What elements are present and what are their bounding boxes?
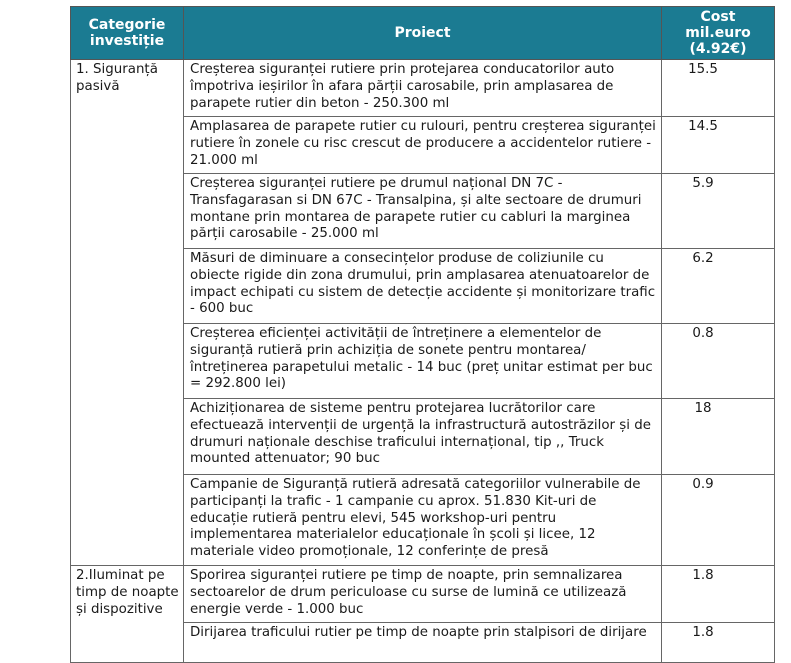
cost-cell: 18: [662, 399, 775, 475]
investment-table: [70, 6, 775, 663]
table-row: [71, 60, 775, 117]
project-cell: Dirijarea traficului rutier pe timp de noapte prin stalpisori de dirijare: [184, 623, 662, 663]
cost-cell: 0.9: [662, 475, 775, 566]
project-cell: Creșterea eficienței activității de întreținere a elementelor de siguranță rutieră prin achiziția de sonete pentru montarea/întreținerea parapetului metalic - 14 buc (preț unitar estimat per buc = 292.800 lei): [184, 324, 662, 399]
cost-cell: 6.2: [662, 249, 775, 324]
cost-cell: 1.8: [662, 623, 775, 663]
header-category: Categorie investiție: [71, 7, 184, 60]
table-row: [71, 566, 775, 623]
header-project: Proiect: [184, 7, 662, 60]
project-cell: Creșterea siguranței rutiere prin protejarea conducatorilor auto împotriva ieșirilor în afara părții carosabile, prin amplasarea de parapete rutier din beton - 250.300 ml: [184, 60, 662, 117]
cost-cell: 14.5: [662, 117, 775, 174]
table-header-row: [71, 7, 775, 60]
category-cell: 2.Iluminat pe timp de noapte și dispozitive: [71, 566, 184, 663]
category-cell: 1. Siguranță pasivă: [71, 60, 184, 566]
header-cost: Cost mil.euro (4.92€): [662, 7, 775, 60]
project-cell: Achiziționarea de sisteme pentru protejarea lucrătorilor care efectuează intervenții de urgență la infrastructură autostrăzilor și de drumuri naționale deschise traficului internațional, tip ,, Truck mounted attenuator; 90 buc: [184, 399, 662, 475]
project-cell: Creșterea siguranței rutiere pe drumul național DN 7C - Transfagarasan si DN 67C - Transalpina, și alte sectoare de drumuri montane prin montarea de parapete rutier cu cabluri la marginea părții carosabile - 25.000 ml: [184, 174, 662, 249]
project-cell: Campanie de Siguranță rutieră adresată categoriilor vulnerabile de participanți la trafic - 1 campanie cu aprox. 51.830 Kit-uri de educație rutieră pentru elevi, 545 workshop-uri pentru implementarea materialelor educaționale în școli și licee, 12 materiale video promoționale, 12 conferințe de presă: [184, 475, 662, 566]
project-cell: Amplasarea de parapete rutier cu rulouri, pentru creșterea siguranței rutiere în zonele cu risc crescut de producere a accidentelor rutiere - 21.000 ml: [184, 117, 662, 174]
cost-cell: 0.8: [662, 324, 775, 399]
project-cell: Sporirea siguranței rutiere pe timp de noapte, prin semnalizarea sectoarelor de drum periculoase cu surse de lumină ce utilizează energie verde - 1.000 buc: [184, 566, 662, 623]
cost-cell: 5.9: [662, 174, 775, 249]
cost-cell: 1.8: [662, 566, 775, 623]
cost-cell: 15.5: [662, 60, 775, 117]
project-cell: Măsuri de diminuare a consecințelor produse de coliziunile cu obiecte rigide din zona drumului, prin amplasarea atenuatoarelor de impact echipati cu sistem de detecție accidente și monitorizare trafic - 600 buc: [184, 249, 662, 324]
